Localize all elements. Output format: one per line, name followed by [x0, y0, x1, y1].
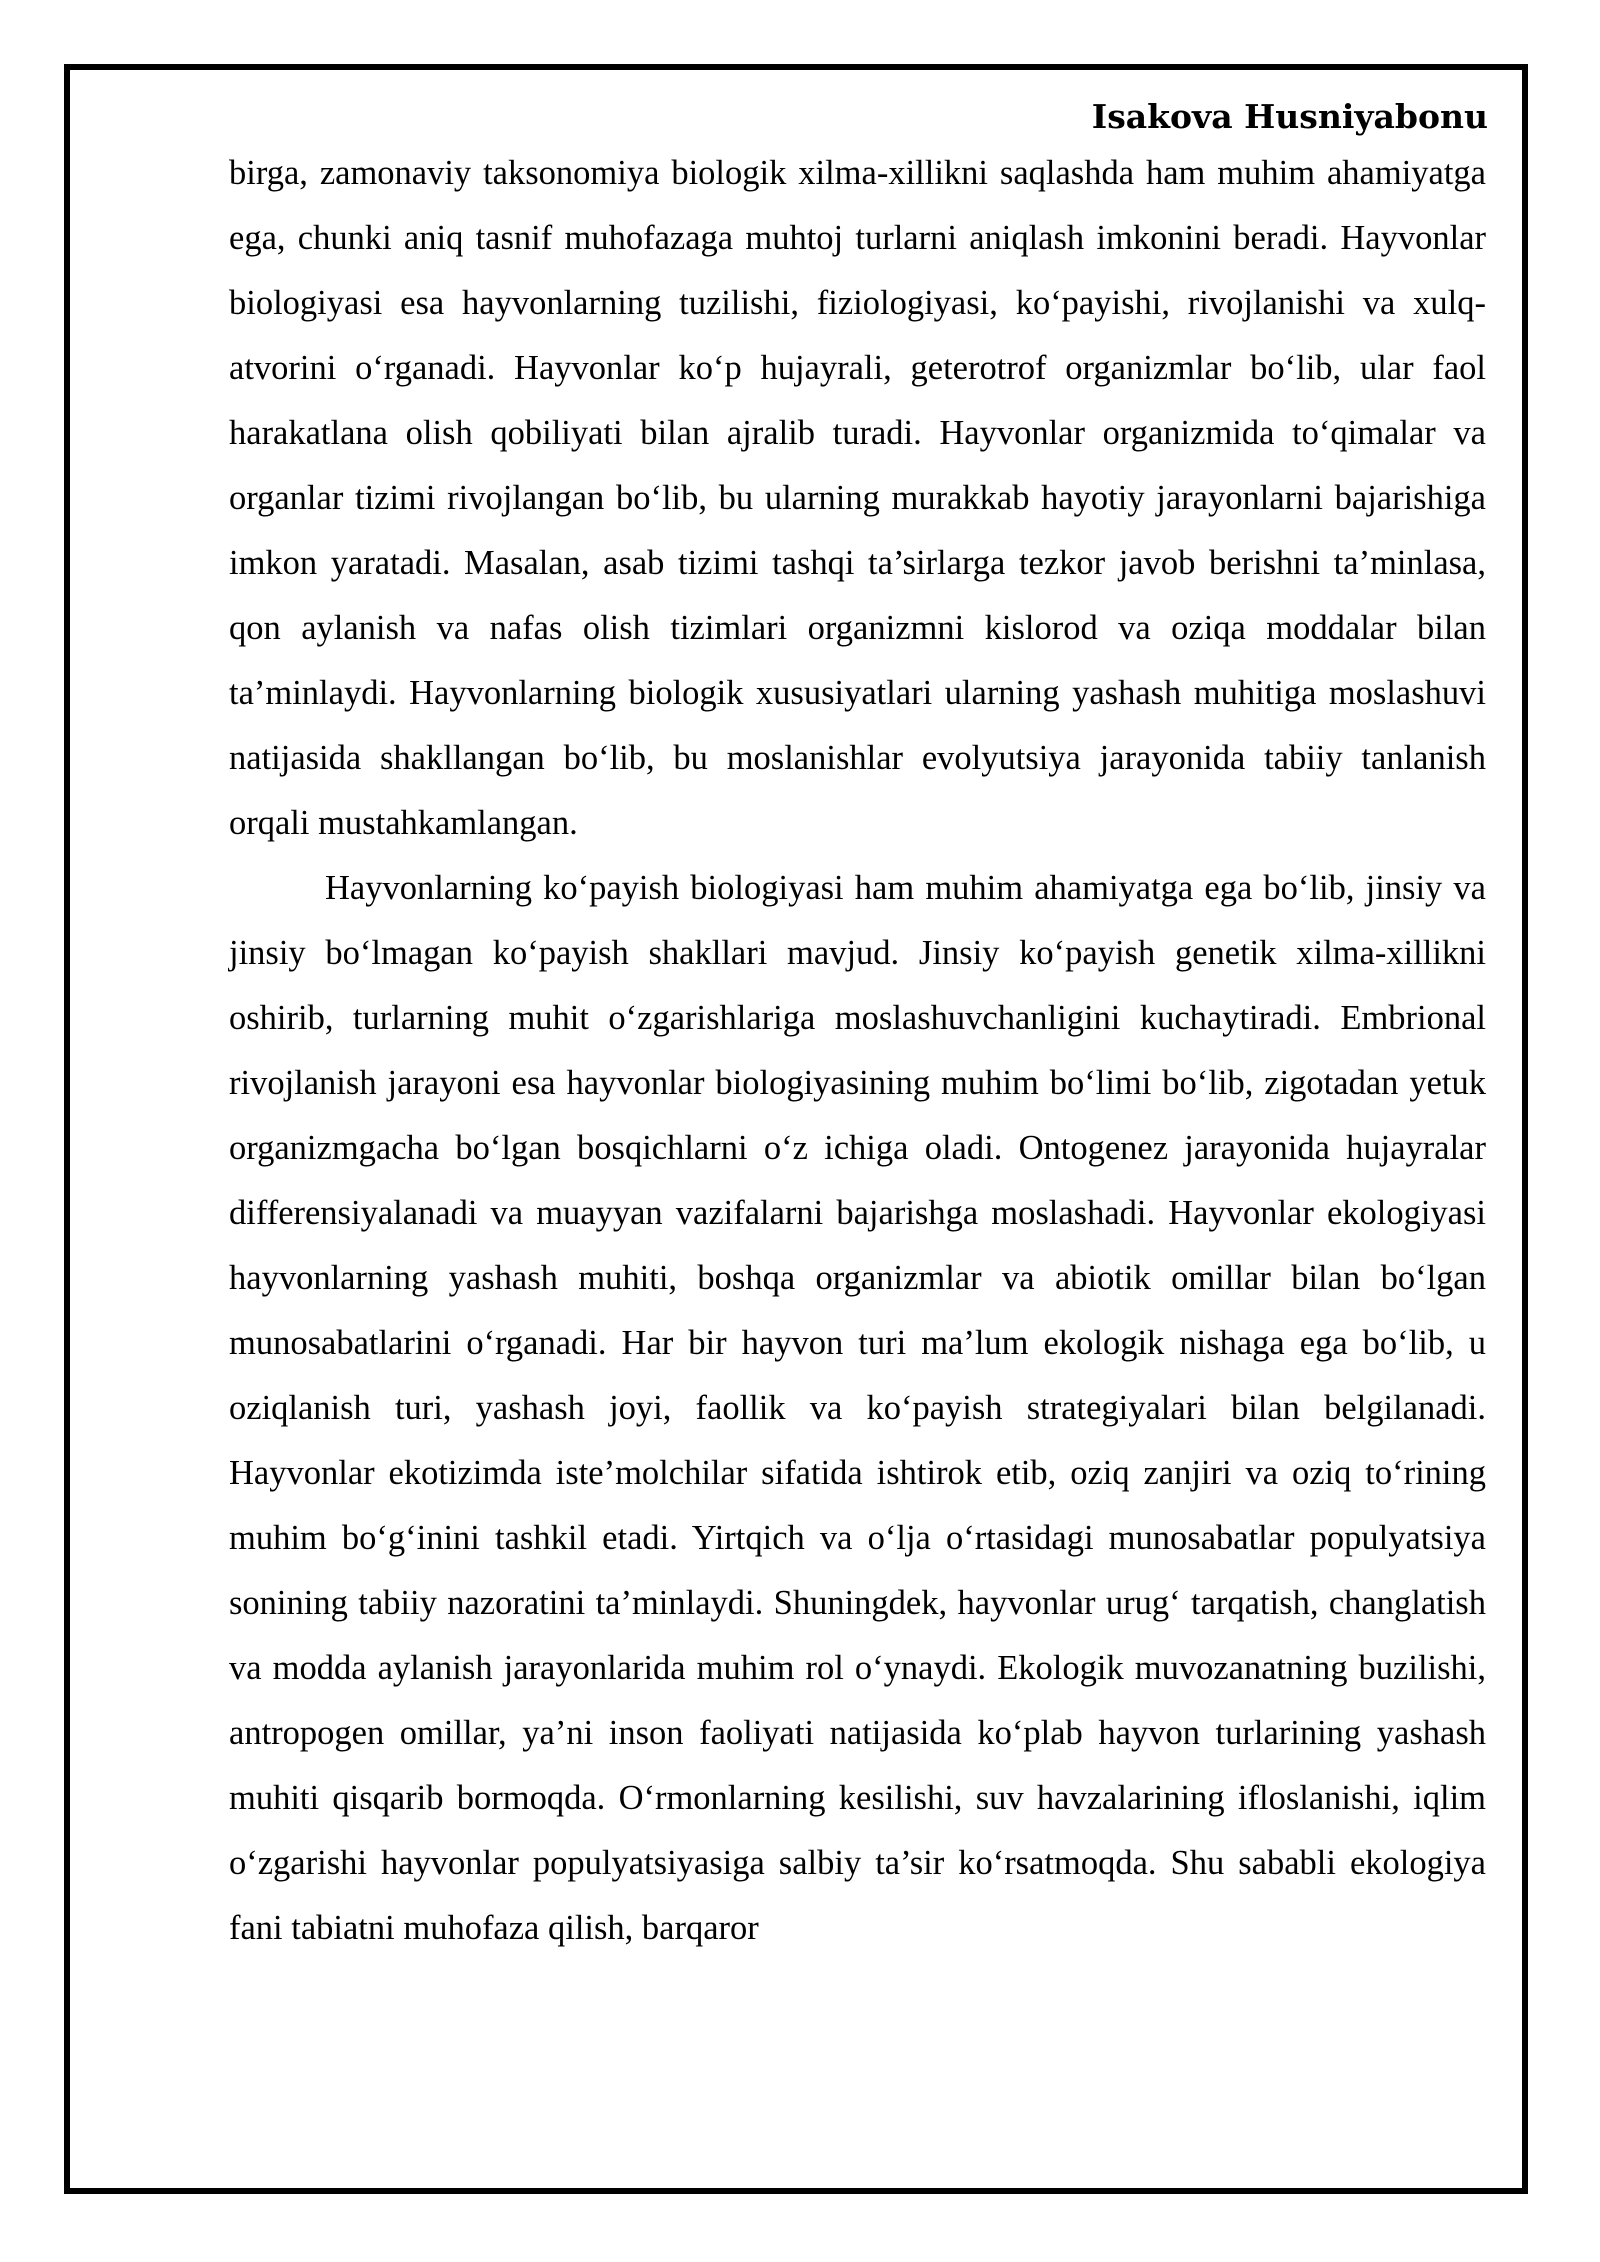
paragraph-continued: birga, zamonaviy taksonomiya biologik xilma-xillikni saqlashda ham muhim ahamiyatga ega, chunki aniq tasnif muhofazaga muhtoj turlarni aniqlash imkonini beradi. Hayvonlar biologiyasi esa hayvonlarning tuzilishi, fiziologiyasi, ko‘payishi, rivojlanishi va xulq-atvorini o‘rganadi. Hayvonlar ko‘p hujayrali, geterotrof organizmlar bo‘lib, ular faol harakatlana olish qobiliyati bilan ajralib turadi. Hayvonlar organizmida to‘qimalar va organlar tizimi rivojlangan bo‘lib, bu ularning murakkab hayotiy jarayonlarni bajarishiga imkon yaratadi. Masalan, asab tizimi tashqi ta’sirlarga tezkor javob berishni ta’minlasa, qon aylanish va nafas olish tizimlari organizmni kislorod va oziqa moddalar bilan ta’minlaydi. Hayvonlarning biologik xususiyatlari ularning yashash muhitiga moslashuvi natijasida shakllangan bo‘lib, bu moslanishlar evolyutsiya jarayonida tabiiy tanlanish orqali mustahkamlangan. — [229, 154, 1486, 842]
author-name: Isakova Husniyabonu — [1091, 97, 1488, 136]
paragraph: Hayvonlarning ko‘payish biologiyasi ham muhim ahamiyatga ega bo‘lib, jinsiy va jinsiy bo‘lmagan ko‘payish shakllari mavjud. Jinsiy ko‘payish genetik xilma-xillikni oshirib, turlarning muhit o‘zgarishlariga moslashuvchanligini kuchaytiradi. Embrional rivojlanish jarayoni esa hayvonlar biologiyasining muhim bo‘limi bo‘lib, zigotadan yetuk organizmgacha bo‘lgan bosqichlarni o‘z ichiga oladi. Ontogenez jarayonida hujayralar differensiyalanadi va muayyan vazifalarni bajarishga moslashadi. Hayvonlar ekologiyasi hayvonlarning yashash muhiti, boshqa organizmlar va abiotik omillar bilan bo‘lgan munosabatlarini o‘rganadi. Har bir hayvon turi ma’lum ekologik nishaga ega bo‘lib, u oziqlanish turi, yashash joyi, faollik va ko‘payish strategiyalari bilan belgilanadi. Hayvonlar ekotizimda iste’molchilar sifatida ishtirok etib, oziq zanjiri va oziq to‘rining muhim bo‘g‘inini tashkil etadi. Yirtqich va o‘lja o‘rtasidagi munosabatlar populyatsiya sonining tabiiy nazoratini ta’minlaydi. Shuningdek, hayvonlar urug‘ tarqatish, changlatish va modda aylanish jarayonlarida muhim rol o‘ynaydi. Ekologik muvozanatning buzilishi, antropogen omillar, ya’ni inson faoliyati natijasida ko‘plab hayvon turlarining yashash muhiti qisqarib bormoqda. O‘rmonlarning kesilishi, suv havzalarining ifloslanishi, iqlim o‘zgarishi hayvonlar populyatsiyasiga salbiy ta’sir ko‘rsatmoqda. Shu sababli ekologiya fani tabiatni muhofaza qilish, barqaror — [229, 869, 1486, 1947]
document-body — [229, 141, 1486, 1961]
